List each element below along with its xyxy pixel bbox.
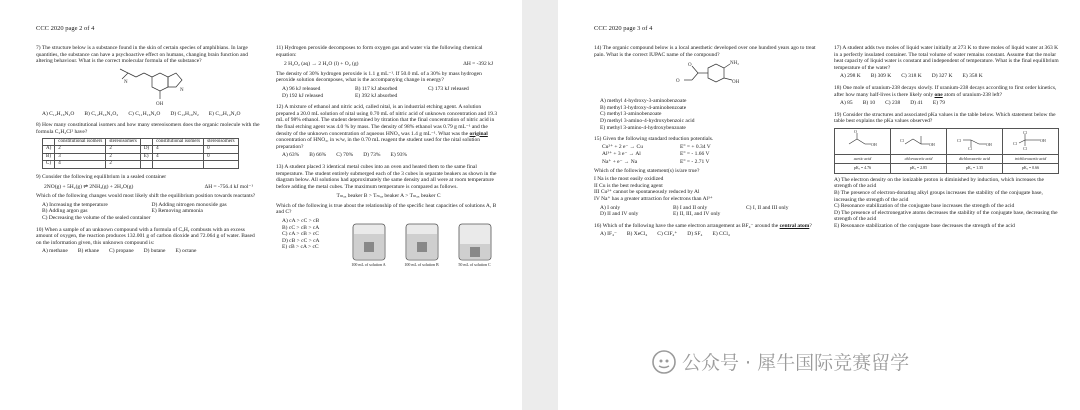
right-column <box>834 45 1059 234</box>
option-d[interactable]: D) 41 <box>910 100 923 107</box>
left-column <box>36 45 261 260</box>
question-tail: concentration of HNO₃, in w/w, in the 0.70 mL reagent the student used for the nital solution preparation? <box>276 137 481 150</box>
svg-text:OH: OH <box>1039 137 1046 143</box>
option-d[interactable]: D) C₁₃H₁₆N₂ <box>170 110 199 117</box>
temperature-relation: Tₘₐₓ beaker B > Tₘₐₓ beaker A > Tₘₐₓ beaker C <box>336 193 441 200</box>
option-c[interactable]: C) 70% <box>336 152 354 159</box>
acetic-acid-structure <box>835 128 891 154</box>
anesthetic-structure-image <box>652 60 762 96</box>
option-e[interactable]: E) 93% <box>390 152 408 159</box>
option-d[interactable]: D) SF₄ <box>687 231 703 238</box>
statement: III Cu²⁺ cannot be spontaneously reduced by Al <box>594 189 700 196</box>
option-d[interactable]: D) II and IV only <box>600 211 639 218</box>
option-a[interactable]: A) Increasing the temperature <box>42 201 108 208</box>
table-header: constitutional isomers <box>55 138 106 146</box>
answer-options <box>282 218 342 269</box>
question-prompt: Which of the following statement(s) is/are true? <box>594 167 700 174</box>
potential: E° = - 1.66 V <box>680 151 710 158</box>
svg-text:N: N <box>123 79 128 85</box>
question-7 <box>36 45 261 117</box>
option-c[interactable]: C) C₁₁H₁₆N₂O <box>128 110 161 117</box>
table-cell: D) <box>140 146 152 154</box>
emphasis-text: central atom <box>779 222 810 229</box>
watermark <box>652 348 909 375</box>
right-column <box>276 45 501 274</box>
beaker-a <box>349 220 389 269</box>
answer-options <box>42 248 261 255</box>
tryptamine-structure-image <box>94 67 204 109</box>
question-16 <box>594 223 819 238</box>
pka-table <box>834 128 1059 174</box>
question-12 <box>276 104 501 159</box>
isomer-table <box>42 138 239 169</box>
beaker-c <box>455 220 495 269</box>
potential: E° = + 0.34 V <box>680 143 711 150</box>
page-2 <box>0 0 522 410</box>
beaker-label: 50 mL of solution C <box>458 262 491 268</box>
table-cell: E) <box>140 153 152 161</box>
beaker-label: 100 mL of solution A <box>351 262 386 268</box>
option-b[interactable]: B) 66% <box>309 152 327 159</box>
left-column <box>594 45 819 243</box>
table-cell <box>140 161 152 169</box>
option-d[interactable]: D) The presence of electronegative atoms decreases the stability of the conjugate base, decreasing the strength of the acid <box>834 209 1058 223</box>
table-cell: 2 <box>106 161 141 169</box>
option-b[interactable]: B) 309 K <box>870 73 892 80</box>
option-a[interactable]: A) cA > cC > cB <box>282 218 320 225</box>
svg-text:Cl: Cl <box>899 137 904 143</box>
option-a[interactable]: A) 63% <box>282 152 300 159</box>
question-text: 10) When a sample of an unknown compound with a formula of CₓHᵧ combusts with an excess amount of oxygen, the reaction produces 132.001 g of carbon dioxide and 72.064 g of water. Based on the information given, this unknown compound is: <box>36 226 255 246</box>
table-row[interactable] <box>43 146 239 154</box>
pka-value: pKₐ = 4.76 <box>835 164 891 174</box>
option-c[interactable]: C) ClF₄⁺ <box>657 231 678 238</box>
option-a[interactable]: A) 85 <box>840 100 853 107</box>
table-cell: 4 <box>153 153 204 161</box>
option-b[interactable]: B) XeCl₄ <box>626 231 648 238</box>
answer-options <box>840 73 1059 80</box>
table-cell: 2 <box>106 146 141 154</box>
emphasis-text: original <box>469 130 488 137</box>
question-10 <box>36 227 261 255</box>
option-a[interactable]: A) 298 K <box>840 73 861 80</box>
beaker-icon <box>349 220 389 262</box>
question-tail: atom of uranium-238 left? <box>942 91 1003 98</box>
option-e[interactable]: E) cB > cA > cC <box>282 244 319 251</box>
question-text: 7) The structure below is a substance found in the skin of certain species of amphibians. In large quantities, the substance can have a psychoactive effect on humans, changing brain function and altering behaviour. What is the correct molecular formula of the substance? <box>36 45 249 65</box>
option-b[interactable]: B) I and II only <box>673 204 708 211</box>
question-lead: 12) A mixture of ethanol and nitric acid, called nital, is an industrial etching agent. A solution prepared a 20.0 mL solution of nital using 0.70 mL of nitric acid of unknown concentration and 19.3 mL of 98% ethanol. The student determined by titration that the final concentration of nitric acid in the final etching agent was 4.0 % by mass. The density of 98% ethanol was 0.79 g mL⁻¹ and the density of the unknown concentration of aqueous HNO₃ was 1.4 g mL⁻¹. What was the <box>276 104 498 137</box>
reduction-potentials <box>594 144 819 166</box>
statement: II Cu is the best reducing agent <box>594 182 663 189</box>
option-e[interactable]: E) 358 K <box>962 73 983 80</box>
svg-text:OH: OH <box>731 80 739 86</box>
question-14 <box>594 45 819 131</box>
pka-value: pKₐ = 0.66 <box>1003 164 1059 174</box>
option-c[interactable]: C) methyl 3-aminobenzoate <box>600 111 662 118</box>
option-c[interactable]: C) cA > cB > cC <box>282 231 319 238</box>
potential: E° = - 2.71 V <box>680 158 710 165</box>
svg-text:NH₂: NH₂ <box>729 61 739 67</box>
option-e[interactable]: E) methyl 3-amino-4-hydroxybenzoate <box>600 124 686 131</box>
option-b[interactable]: B) 117 kJ absorbed <box>355 85 398 92</box>
beaker-icon <box>402 220 442 262</box>
beaker-label: 100 mL of solution B <box>404 262 439 268</box>
option-d[interactable]: D) 73% <box>363 152 381 159</box>
table-cell: 0 <box>204 153 239 161</box>
half-reaction: Al³⁺ + 3 e⁻ → Al <box>602 151 641 158</box>
option-b[interactable]: B) C₁₂H₁₆N₂O₂ <box>84 110 119 117</box>
table-row[interactable] <box>43 153 239 161</box>
half-reaction: Cu²⁺ + 2 e⁻ → Cu <box>602 143 643 150</box>
question-text: 8) How many constitutional isomers and how many stereoisomers does the organic molecule with the formula C₂H₂Cl² have? <box>36 122 260 135</box>
enthalpy: ΔH = -392 kJ <box>463 61 493 68</box>
equation: 2 H₂O₂ (aq) → 2 H₂O (l) + O₂ (g) <box>284 61 359 68</box>
question-15 <box>594 136 819 218</box>
acid-name: chloroacetic acid <box>891 154 947 164</box>
option-d[interactable]: D) cB > cC > cA <box>282 237 320 244</box>
option-e[interactable]: E) CCl₄ <box>712 231 730 238</box>
statement: I Na is the most easily oxidized <box>594 176 664 183</box>
watermark-text: 公众号 · 犀牛国际竞赛留学 <box>682 352 910 374</box>
svg-text:O: O <box>687 63 692 69</box>
question-text <box>834 85 1059 98</box>
question-prompt: Which of the following changes would most likely shift the equilibrium position towards reactants? <box>36 193 256 200</box>
question-text: 13) A student placed 3 identical metal cubes into an oven and heated them to the same final temperature. The student entirely submerged each of the 3 cubes in separate beakers as shown in the diagram below. All solutions had approximately the same density and all were at room temperature before adding the metal cubes. The maximum temperature is compared as follows. <box>276 163 497 190</box>
table-header <box>43 138 55 146</box>
page-header: CCC 2020 page 2 of 4 <box>36 25 95 32</box>
dichloroacetic-acid-structure <box>947 128 1003 154</box>
trichloroacetic-acid-structure <box>1003 128 1059 154</box>
beaker-diagram <box>342 220 501 269</box>
option-b[interactable]: B) The presence of electron-donating alkyl groups increases the stability of the conjugate base, increasing the strength of the acid <box>834 189 1043 203</box>
table-cell <box>204 161 239 169</box>
option-c[interactable]: C) I, II and III only <box>746 204 789 211</box>
option-d[interactable]: D) Adding nitrogen monoxide gas <box>151 201 227 208</box>
statement: IV Na⁺ has a greater attraction for electrons than Al³⁺ <box>594 195 713 202</box>
question-text <box>594 223 819 230</box>
question-19 <box>834 112 1059 230</box>
question-tail: ? <box>809 222 812 229</box>
acid-name: trichloroacetic acid <box>1003 154 1059 164</box>
question-lead: 16) Which of the following have the same electron arrangement as BF₄⁻ around the <box>594 222 780 229</box>
option-e[interactable]: E) II, III, and IV only <box>673 211 721 218</box>
answer-options <box>834 177 1059 230</box>
answer-options <box>600 98 819 131</box>
question-13 <box>276 164 501 269</box>
question-text: 11) Hydrogen peroxide decomposes to form oxygen gas and water via the following chemical equation: <box>276 45 483 58</box>
svg-text:N: N <box>179 87 184 93</box>
pka-value: pKₐ = 1.35 <box>947 164 1003 174</box>
table-cell: 3 <box>55 153 106 161</box>
option-c[interactable]: C) Decreasing the volume of the sealed container <box>42 214 151 221</box>
option-b[interactable]: B) methyl 3-hydroxy-4-aminobenzoate <box>600 104 687 111</box>
table-cell: 4 <box>55 161 106 169</box>
option-e[interactable]: E) 392 kJ absorbed <box>355 92 398 99</box>
option-e[interactable]: E) Resonance stabilization of the conjugate base decreases the strength of the acid <box>834 222 1015 229</box>
table-header <box>140 138 152 146</box>
question-17 <box>834 45 1059 80</box>
answer-options <box>840 100 1059 107</box>
chloroacetic-acid-structure <box>891 128 947 154</box>
option-d[interactable]: D) methyl 3-amino-4-hydroxybenzoic acid <box>600 117 695 124</box>
answer-options <box>600 205 819 218</box>
option-c[interactable]: C) 318 K <box>901 73 922 80</box>
beaker-icon <box>455 220 495 262</box>
decomposition-equation <box>284 61 493 68</box>
question-text <box>276 104 501 150</box>
option-c[interactable]: C) propane <box>109 248 134 255</box>
wechat-logo-icon <box>652 350 676 374</box>
beaker-b <box>402 220 442 269</box>
svg-text:Cl: Cl <box>956 137 961 143</box>
question-8 <box>36 122 261 169</box>
answer-options <box>600 231 819 238</box>
question-text: 15) Given the following standard reduction potentials. <box>594 136 714 143</box>
option-b[interactable]: B) Adding argon gas <box>42 208 88 215</box>
table-cell: C) <box>43 161 55 169</box>
statements <box>594 176 819 202</box>
option-d[interactable]: D) 192 kJ released <box>282 92 324 99</box>
acid-name: acetic acid <box>835 154 891 164</box>
question-lead: 18) One mole of uranium-238 decays slowly. If uranium-238 decays according to first order kinetics, after how many half-lives is there likely only <box>834 84 1057 98</box>
option-d[interactable]: D) 327 K <box>931 73 953 80</box>
question-18 <box>834 85 1059 107</box>
question-text: 14) The organic compound below is a local anesthetic developed over one hundred years ago to treat pain. What is the correct IUPAC name of the compound? <box>594 45 816 58</box>
table-header: stereoisomers <box>204 138 239 146</box>
table-cell: 0 <box>204 146 239 154</box>
question-11 <box>276 45 501 99</box>
table-cell: 2 <box>106 153 141 161</box>
svg-text:OH: OH <box>155 101 163 107</box>
table-header: constitutional isomers <box>153 138 204 146</box>
table-cell: 4 <box>153 146 204 154</box>
option-c[interactable]: C) 238 <box>885 100 901 107</box>
question-body: The density of 30% hydrogen peroxide is 1.1 g mL⁻¹. If 50.0 mL of a 30% by mass hydrogen peroxide solution decomposes, what is the accompanying change in energy? <box>276 70 482 84</box>
equilibrium-equation <box>44 184 253 191</box>
svg-text:Cl: Cl <box>1012 140 1017 146</box>
option-e[interactable]: E) 79 <box>932 100 945 107</box>
emphasis-text: one <box>934 91 943 98</box>
option-e[interactable]: E) C₁₂H₁₄N₂O <box>208 110 241 117</box>
table-cell: 2 <box>55 146 106 154</box>
table-cell: A) <box>43 146 55 154</box>
option-b[interactable]: B) cC > cB > cA <box>282 224 320 231</box>
option-c[interactable]: C) Resonance stabilization of the conjugate base increases the strength of the acid <box>834 203 1015 210</box>
option-a[interactable]: A) C₁₂H₁₆N₂O <box>42 110 75 117</box>
answer-options <box>42 202 261 222</box>
table-row[interactable] <box>43 161 239 169</box>
option-b[interactable]: B) ethane <box>77 248 100 255</box>
answer-options <box>282 152 501 159</box>
option-b[interactable]: B) 10 <box>862 100 876 107</box>
svg-text:OH: OH <box>928 141 935 147</box>
option-a[interactable]: A) I only <box>600 204 621 211</box>
table-cell: B) <box>43 153 55 161</box>
question-text: 9) Consider the following equilibrium in a sealed container <box>36 173 167 180</box>
svg-text:O: O <box>853 129 857 134</box>
table-cell <box>153 161 204 169</box>
option-a[interactable]: A) 96 kJ released <box>282 85 321 92</box>
svg-text:O: O <box>675 79 680 85</box>
option-a[interactable]: A) methyl 4-hydroxy-3-aminobenzoate <box>600 98 687 105</box>
question-prompt: Which of the following is true about the relationship of the specific heat capacities of solutions A, B and C? <box>276 202 497 216</box>
option-c[interactable]: C) 173 kJ released <box>428 85 469 92</box>
enthalpy: ΔH = -756.4 kJ mol⁻¹ <box>204 183 253 190</box>
answer-options <box>282 86 501 99</box>
acid-name: dichloroacetic acid <box>947 154 1003 164</box>
question-text: 17) A student adds two moles of liquid water initially at 273 K to three moles of liquid water at 363 K in a perfectly insulated container. The total volume of water remains constant. Assume that the molar heat capacity of liquid water is constant and independent of temperature. What is the final equilibrium temperature of the water? <box>834 45 1059 71</box>
question-text: 19) Consider the structures and associated pKa values in the table below. Which statement below the table best explains the pKa values observed? <box>834 111 1056 125</box>
svg-text:OH: OH <box>870 141 877 147</box>
option-a[interactable]: A) methane <box>42 248 68 255</box>
table-header: stereoisomers <box>106 138 141 146</box>
svg-text:Cl: Cl <box>967 145 972 150</box>
svg-text:Cl: Cl <box>1022 145 1027 150</box>
option-a[interactable]: A) IF₄⁻ <box>600 231 617 238</box>
answer-options <box>42 111 261 118</box>
question-9 <box>36 174 261 222</box>
option-a[interactable]: A) The electron density on the ionizable proton is diminished by induction, which increases the strength of the acid <box>834 176 1044 190</box>
svg-text:OH: OH <box>985 141 992 147</box>
pka-value: pKₐ = 2.85 <box>891 164 947 174</box>
option-d[interactable]: D) butane <box>143 248 166 255</box>
half-reaction: Na⁺ + e⁻ → Na <box>602 158 638 165</box>
option-e[interactable]: E) Removing ammonia <box>151 208 203 215</box>
option-e[interactable]: E) octane <box>175 248 197 255</box>
page-header: CCC 2020 page 3 of 4 <box>594 25 653 32</box>
equation: 2NO(g) + 5H₂(g) ⇌ 2NH₃(g) + 2H₂O(g) <box>44 183 134 190</box>
svg-text:Cl: Cl <box>1022 129 1027 135</box>
